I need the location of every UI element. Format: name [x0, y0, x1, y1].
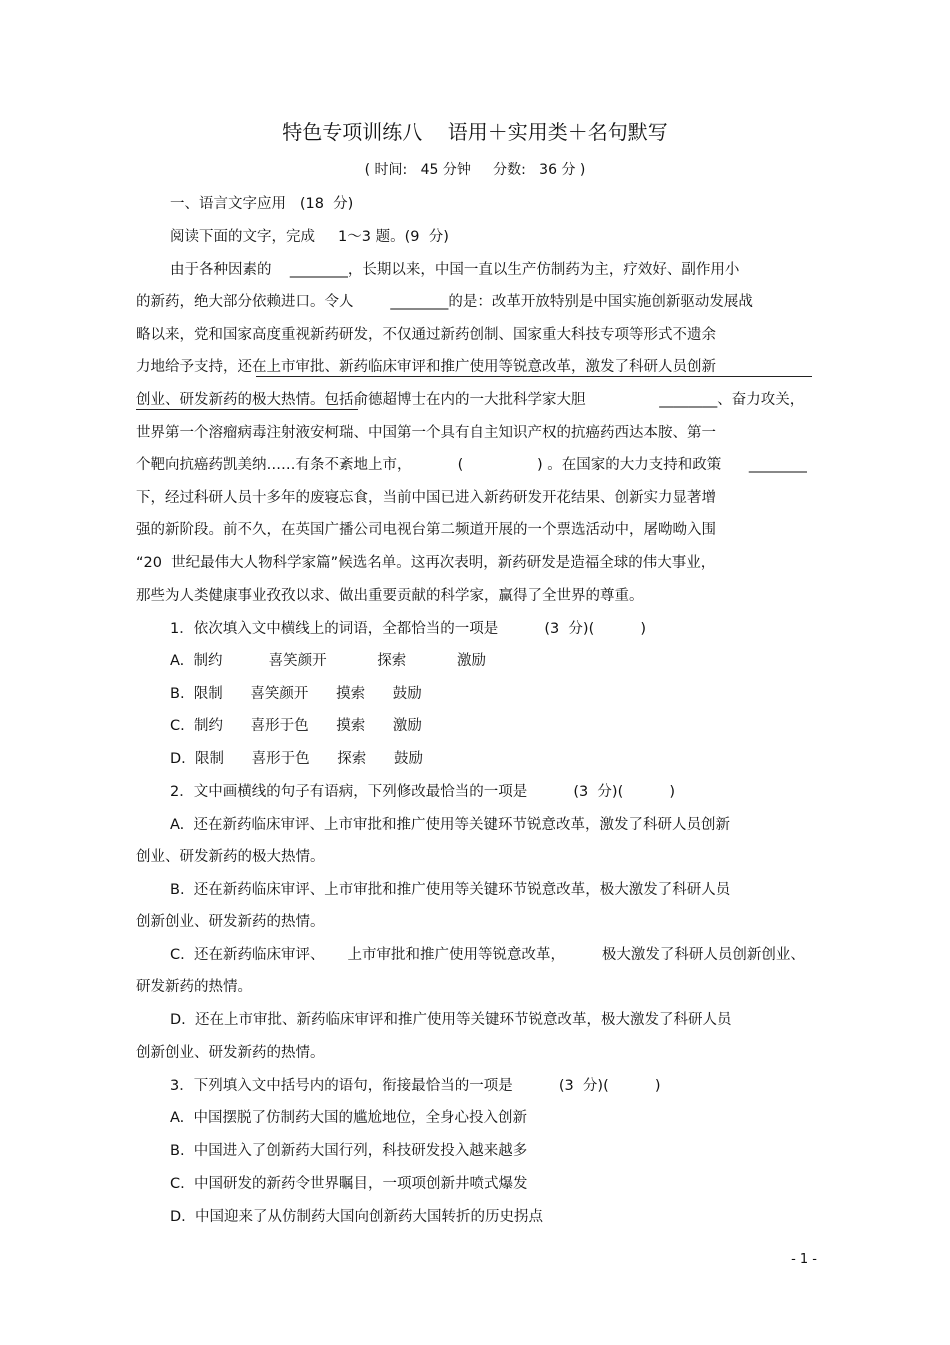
passage-line: 强的新阶段。前不久，在英国广播公司电视台第二频道开展的一个票选活动中，屠呦呦入围	[136, 522, 716, 538]
passage-line: 创业、研发新药的极大热情。包括俞德超博士在内的一大批科学家大胆 ________、奋力攻关，	[136, 392, 805, 408]
question-1-stem: 1．依次填入文中横线上的词语，全都恰当的一项是 (3 分)( )	[170, 621, 646, 637]
passage-line: 世界第一个溶瘤病毒注射液安柯瑞、中国第一个具有自主知识产权的抗癌药西达本胺、第一	[136, 425, 716, 441]
question-2-option-b: B. 还在新药临床审评、上市审批和推广使用等关键环节锐意改革，极大激发了科研人员	[170, 882, 731, 898]
question-3-option-a: A. 中国摆脱了仿制药大国的尴尬地位，全身心投入创新	[170, 1110, 527, 1126]
page-number: - 1 -	[791, 1252, 817, 1267]
question-2-stem: 2．文中画横线的句子有语病，下列修改最恰当的一项是 (3 分)( )	[170, 784, 675, 800]
page-subtitle: ( 时间: 45 分钟 分数: 36 分 )	[364, 162, 586, 178]
passage-line: 的新药，绝大部分依赖进口。令人 ________的是：改革开放特别是中国实施创新驱动发展战	[136, 294, 753, 310]
question-2-option-c-cont: 研发新药的热情。	[136, 979, 252, 995]
passage-line: 略以来，党和国家高度重视新药研发，不仅通过新药创制、国家重大科技专项等形式不遗余	[136, 327, 716, 343]
passage-line: 下，经过科研人员十多年的废寝忘食，当前中国已进入新药研发开花结果、创新实力显著增	[136, 490, 716, 506]
question-1-option-c: C. 制约 喜形于色 摸索 激励	[170, 718, 422, 734]
passage-line: 力地给予支持，还在上市审批、新药临床审评和推广使用等锐意改革，激发了科研人员创新	[136, 359, 716, 375]
question-1-option-a: A. 制约 喜笑颜开 探索 激励	[170, 653, 486, 669]
question-3-stem: 3．下列填入文中括号内的语句，衔接最恰当的一项是 (3 分)( )	[170, 1078, 661, 1094]
question-3-option-b: B. 中国进入了创新药大国行列，科技研发投入越来越多	[170, 1143, 528, 1159]
passage-line: 由于各种因素的 ________，长期以来，中国一直以生产仿制药为主，疗效好、副作用小	[170, 262, 740, 278]
passage-line: 那些为人类健康事业孜孜以求、做出重要贡献的科学家，赢得了全世界的尊重。	[136, 588, 644, 604]
question-3-option-d: D. 中国迎来了从仿制药大国向创新药大国转折的历史拐点	[170, 1209, 543, 1225]
question-2-option-d-cont: 创新创业、研发新药的热情。	[136, 1045, 325, 1061]
section-heading: 一、语言文字应用 (18 分)	[170, 196, 354, 212]
question-1-option-d: D. 限制 喜形于色 探索 鼓励	[170, 751, 423, 767]
question-2-option-d: D. 还在上市审批、新药临床审评和推广使用等关键环节锐意改革，极大激发了科研人员	[170, 1012, 732, 1028]
question-2-option-b-cont: 创新创业、研发新药的热情。	[136, 914, 325, 930]
error-sentence-underline	[256, 376, 812, 377]
page-title: 特色专项训练八 语用＋实用类＋名句默写	[282, 120, 668, 144]
question-1-option-b: B. 限制 喜笑颜开 摸索 鼓励	[170, 686, 422, 702]
question-2-option-a-cont: 创业、研发新药的极大热情。	[136, 849, 325, 865]
passage-line: “20 世纪最伟大人物科学家篇”候选名单。这再次表明，新药研发是造福全球的伟大事业，	[136, 555, 716, 571]
question-3-option-c: C. 中国研发的新药令世界瞩目，一项项创新井喷式爆发	[170, 1176, 528, 1192]
passage-line: 个靶向抗癌药凯美纳……有条不紊地上市， ( ) 。在国家的大力支持和政策 ________	[136, 457, 807, 473]
question-2-option-c: C. 还在新药临床审评、 上市审批和推广使用等锐意改革， 极大激发了科研人员创新创业、	[170, 947, 805, 963]
question-2-option-a: A. 还在新药临床审评、上市审批和推广使用等关键环节锐意改革，激发了科研人员创新	[170, 817, 730, 833]
instruction-text: 阅读下面的文字，完成 1～3 题。(9 分)	[170, 229, 449, 245]
error-sentence-underline	[136, 409, 358, 410]
